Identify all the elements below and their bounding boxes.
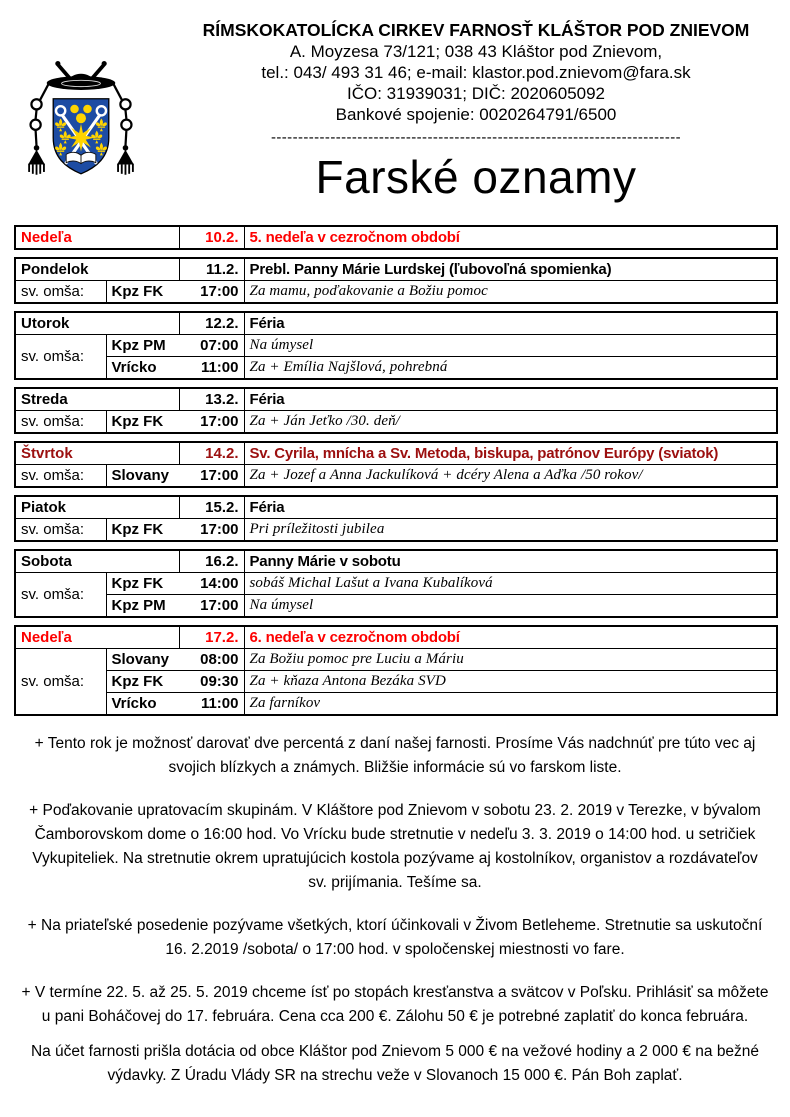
day-block xyxy=(14,441,778,488)
mass-row xyxy=(15,335,777,357)
announcement-line: sv. prijímania. Tešíme sa. xyxy=(308,874,482,891)
mass-place-time xyxy=(106,671,244,693)
day-feast-title: Féria xyxy=(244,388,777,411)
day-block xyxy=(14,257,778,304)
logo-column xyxy=(0,12,162,205)
mass-row xyxy=(15,519,777,542)
day-block xyxy=(14,225,778,250)
day-block xyxy=(14,311,778,380)
cord-right-icon xyxy=(113,84,131,146)
day-row xyxy=(15,388,777,411)
mass-label: sv. omša: xyxy=(15,649,106,716)
mass-place: Slovany xyxy=(111,467,170,484)
mass-place: Vrícko xyxy=(111,695,157,712)
mass-intention: Za mamu, poďakovanie a Božiu pomoc xyxy=(244,281,777,304)
mass-intention: Za farníkov xyxy=(244,693,777,716)
mass-place-time xyxy=(106,357,244,380)
day-feast-title: 5. nedeľa v cezročnom období xyxy=(244,226,777,249)
announcement-paragraph xyxy=(0,1040,790,1088)
day-name: Sobota xyxy=(15,550,179,573)
mass-time: 07:00 xyxy=(200,337,239,354)
day-block xyxy=(14,549,778,618)
mass-label: sv. omša: xyxy=(15,335,106,380)
day-row xyxy=(15,442,777,465)
mass-intention: Za + Ján Jeťko /30. deň/ xyxy=(244,411,777,434)
mass-place: Kpz FK xyxy=(111,521,164,538)
parish-coat-of-arms-icon xyxy=(16,58,146,184)
day-date: 15.2. xyxy=(179,496,244,519)
announcements-section xyxy=(0,732,790,1088)
mass-place-time xyxy=(106,649,244,671)
announcement-line: 16. 2.2019 /sobota/ o 17:00 hod. v spoločenskej miestnosti vo fare. xyxy=(165,941,625,958)
announcement-line: Na účet farnosti prišla dotácia od obce Kláštor pod Znievom 5 000 € na vežové hodiny a 2 000 € na bežné xyxy=(30,1043,760,1060)
mass-place: Kpz FK xyxy=(111,673,164,690)
announcement-paragraph xyxy=(0,732,790,780)
day-block xyxy=(14,495,778,542)
mass-place: Kpz FK xyxy=(111,575,164,592)
mass-schedule xyxy=(14,225,776,716)
announcement-line: výdavky. Z Úradu Vlády SR na strechu veže v Slovanoch 15 000 €. Pán Boh zaplať. xyxy=(107,1067,683,1084)
mass-time: 17:00 xyxy=(200,467,239,484)
day-name: Štvrtok xyxy=(15,442,179,465)
cord-left-icon xyxy=(31,84,49,146)
star-icon xyxy=(67,124,95,152)
mass-intention: Na úmysel xyxy=(244,335,777,357)
day-feast-title: Prebl. Panny Márie Lurdskej (ľubovoľná spomienka) xyxy=(244,258,777,281)
day-feast-title: 6. nedeľa v cezročnom období xyxy=(244,626,777,649)
mass-label: sv. omša: xyxy=(15,519,106,542)
mass-intention: Na úmysel xyxy=(244,595,777,618)
mass-place-time xyxy=(106,595,244,618)
mass-place-time xyxy=(106,465,244,488)
day-feast-title: Sv. Cyrila, mnícha a Sv. Metoda, biskupa, patrónov Európy (sviatok) xyxy=(244,442,777,465)
day-name: Piatok xyxy=(15,496,179,519)
mass-place-time xyxy=(106,693,244,716)
mass-place-time xyxy=(106,411,244,434)
mass-intention: Pri príležitosti jubilea xyxy=(244,519,777,542)
day-row xyxy=(15,550,777,573)
day-feast-title: Féria xyxy=(244,312,777,335)
mass-time: 09:30 xyxy=(200,673,239,690)
day-date: 12.2. xyxy=(179,312,244,335)
day-name: Streda xyxy=(15,388,179,411)
mass-place-time xyxy=(106,335,244,357)
announcement-line: u pani Boháčovej do 17. februára. Cena cca 200 €. Zálohu 50 € je potrebné zaplatiť do konca februára. xyxy=(41,1008,749,1025)
announcement-line: svojich blízkych a známych. Bližšie informácie sú vo farskom liste. xyxy=(168,759,622,776)
mass-row xyxy=(15,693,777,716)
mass-label: sv. omša: xyxy=(15,573,106,618)
tassel-left-icon xyxy=(28,145,45,175)
announcement-line: + Na priateľské posedenie pozývame všetkých, ktorí účinkovali v Živom Betleheme. Stretnutie sa uskutoční xyxy=(27,917,763,934)
tassel-right-icon xyxy=(117,145,134,175)
day-row xyxy=(15,496,777,519)
day-name: Pondelok xyxy=(15,258,179,281)
mass-time: 17:00 xyxy=(200,597,239,614)
mass-place: Kpz PM xyxy=(111,597,166,614)
mass-intention: Za + kňaza Antona Bezáka SVD xyxy=(244,671,777,693)
day-date: 17.2. xyxy=(179,626,244,649)
mass-row xyxy=(15,671,777,693)
mass-time: 17:00 xyxy=(200,283,239,300)
mass-intention: Za + Emília Najšlová, pohrebná xyxy=(244,357,777,380)
parish-registration: IČO: 31939031; DIČ: 2020605092 xyxy=(346,84,606,103)
mass-row xyxy=(15,573,777,595)
mass-place: Kpz FK xyxy=(111,413,164,430)
day-block xyxy=(14,625,778,716)
announcement-line: Vykupiteliek. Na stretnutie okrem upratujúcich kostola pozývame aj kostolníkov, organistov a rozdávateľov xyxy=(32,850,758,867)
day-date: 14.2. xyxy=(179,442,244,465)
announcement-paragraph xyxy=(0,914,790,962)
mass-place: Vrícko xyxy=(111,359,157,376)
mass-row xyxy=(15,595,777,618)
announcement-line: + Tento rok je možnosť darovať dve percentá z daní našej farnosti. Prosíme Vás nadchnúť pre túto vec aj xyxy=(34,735,756,752)
mass-label: sv. omša: xyxy=(15,281,106,304)
mass-place: Kpz FK xyxy=(111,283,164,300)
mass-intention: Za Božiu pomoc pre Luciu a Máriu xyxy=(244,649,777,671)
mass-time: 08:00 xyxy=(200,651,239,668)
mass-row xyxy=(15,411,777,434)
mass-row xyxy=(15,281,777,304)
day-block xyxy=(14,387,778,434)
announcement-line: + V termíne 22. 5. až 25. 5. 2019 chceme ísť po stopách kresťanstva a svätcov v Poľsku. Prihlásiť sa môžete xyxy=(21,984,769,1001)
mass-place-time xyxy=(106,519,244,542)
day-name: Nedeľa xyxy=(15,226,179,249)
mass-label: sv. omša: xyxy=(15,465,106,488)
mass-label: sv. omša: xyxy=(15,411,106,434)
day-row xyxy=(15,626,777,649)
day-row xyxy=(15,258,777,281)
day-row xyxy=(15,226,777,249)
mass-time: 11:00 xyxy=(200,695,239,712)
day-date: 13.2. xyxy=(179,388,244,411)
mass-place: Kpz PM xyxy=(111,337,166,354)
parish-address: A. Moyzesa 73/121; 038 43 Kláštor pod Znievom, xyxy=(289,42,663,61)
day-name: Utorok xyxy=(15,312,179,335)
mass-row xyxy=(15,357,777,380)
page-title: Farské oznamy xyxy=(315,151,637,203)
day-date: 16.2. xyxy=(179,550,244,573)
parish-name: RÍMSKOKATOLÍCKA CIRKEV FARNOSŤ KLÁŠTOR POD ZNIEVOM xyxy=(202,20,750,40)
mass-time: 17:00 xyxy=(200,413,239,430)
letterhead xyxy=(0,0,790,205)
announcement-paragraph xyxy=(0,799,790,895)
day-feast-title: Féria xyxy=(244,496,777,519)
mass-place-time xyxy=(106,573,244,595)
divider-dashes: ---------------------------------------------------------------------------- xyxy=(270,129,682,146)
mass-time: 17:00 xyxy=(200,521,239,538)
day-date: 10.2. xyxy=(179,226,244,249)
mass-place: Slovany xyxy=(111,651,170,668)
mass-place-time xyxy=(106,281,244,304)
mass-time: 14:00 xyxy=(200,575,239,592)
mass-time: 11:00 xyxy=(200,359,239,376)
mass-row xyxy=(15,649,777,671)
galero-hat-icon xyxy=(47,61,116,90)
day-name: Nedeľa xyxy=(15,626,179,649)
day-feast-title: Panny Márie v sobotu xyxy=(244,550,777,573)
parish-contact: tel.: 043/ 493 31 46; e-mail: klastor.pod.znievom@fara.sk xyxy=(261,63,691,82)
announcement-paragraph xyxy=(0,981,790,1029)
letterhead-text xyxy=(162,12,790,205)
mass-row xyxy=(15,465,777,488)
announcement-line: Čamborovskom dome o 16:00 hod. Vo Vrícku bude stretnutie v nedeľu 3. 3. 2019 o 14:00 hod. u setričiek xyxy=(34,826,756,843)
day-date: 11.2. xyxy=(179,258,244,281)
parish-bank: Bankové spojenie: 0020264791/6500 xyxy=(335,105,617,124)
mass-intention: Za + Jozef a Anna Jackulíková + dcéry Alena a Aďka /50 rokov/ xyxy=(244,465,777,488)
mass-intention: sobáš Michal Lašut a Ivana Kubalíková xyxy=(244,573,777,595)
day-row xyxy=(15,312,777,335)
announcement-line: + Poďakovanie upratovacím skupinám. V Kláštore pod Znievom v sobotu 23. 2. 2019 v Terezke, v bývalom xyxy=(29,802,761,819)
